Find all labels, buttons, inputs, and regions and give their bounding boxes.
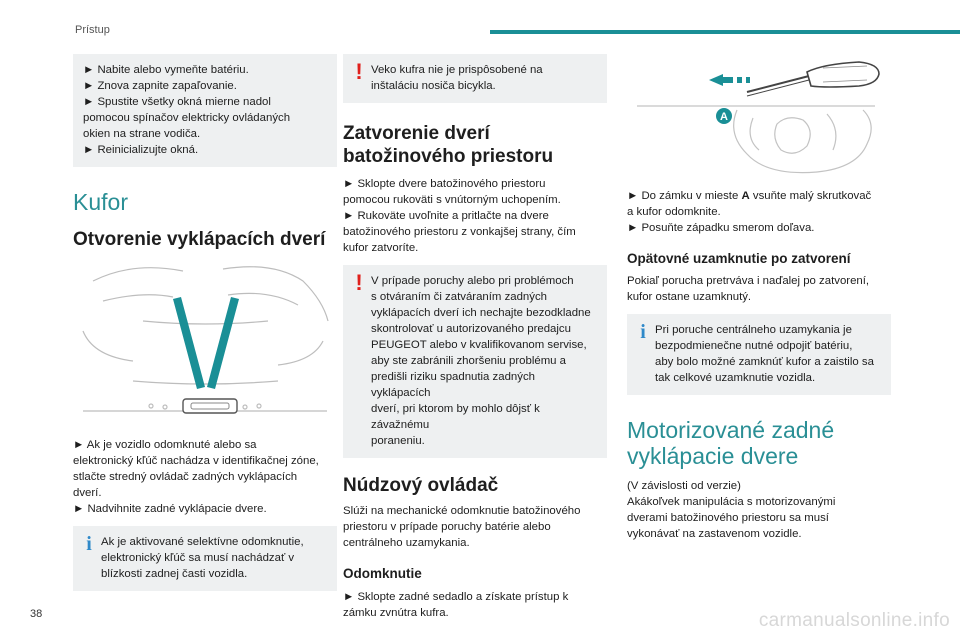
step-line: ► Posuňte západku smerom doľava. [627, 222, 815, 234]
box-line: ► Nabite alebo vymeňte batériu. [83, 64, 249, 76]
note-text [655, 322, 874, 386]
step-line: dverí. [73, 487, 102, 499]
step-line: stlačte stredný ovládač zadných vyklápacích [73, 471, 298, 483]
step-line: pomocou rukoväti s vnútorným uchopením. [343, 194, 561, 206]
box-line: ► Znova zapnite zapaľovanie. [83, 80, 237, 92]
note-line: tak celkové uzamknutie vozidla. [655, 372, 816, 384]
note-line: V prípade poruchy alebo pri problémoch [371, 275, 574, 287]
note-line: elektronický kľúč sa musí nachádzať v [101, 552, 295, 564]
trunk-button-illustration [73, 261, 337, 429]
motorized-text [627, 478, 891, 542]
note-text [101, 534, 304, 582]
step-line: elektronický kľúč nachádza v identifikačnej zóne, [73, 455, 319, 467]
text-line: centrálneho uzamykania. [343, 537, 470, 549]
step-line: ► Rukoväte uvoľnite a pritlačte na dvere [343, 210, 549, 222]
text-line: Slúži na mechanické odomknutie batožinového [343, 505, 581, 517]
header-accent-bar [490, 30, 960, 34]
note-text [371, 62, 543, 94]
title-line: Motorizované zadné [627, 417, 835, 443]
opening-steps [73, 437, 337, 517]
info-icon: i [86, 533, 92, 555]
note-line: inštaláciu nosiča bicykla. [371, 80, 496, 92]
title-closing [343, 122, 607, 168]
step-text: ► Do zámku v mieste [627, 190, 739, 202]
info-icon: i [640, 321, 646, 343]
note-line: aby ste zabránili zhoršeniu problému a [371, 355, 567, 367]
info-note-selective-unlock [73, 526, 337, 591]
warning-note-bike-rack [343, 54, 607, 103]
note-line: Pri poruche centrálneho uzamykania je [655, 324, 852, 336]
note-line: Veko kufra nie je prispôsobené na [371, 64, 543, 76]
warning-note-malfunction [343, 265, 607, 458]
note-line: aby bolo možné zamknúť kufor a zaistilo sa [655, 356, 874, 368]
text-line: kufor ostane uzamknutý. [627, 291, 752, 303]
lock-point-label: A [741, 190, 750, 202]
step-line: ► Nadvihnite zadné vyklápacie dvere. [73, 503, 267, 515]
step-line: zámku zvnútra kufra. [343, 607, 449, 619]
title-line: Zatvorenie dverí [343, 123, 490, 144]
step-line: ► Sklopte dvere batožinového priestoru [343, 178, 546, 190]
step-line: a kufor odomknite. [627, 206, 721, 218]
note-line: blízkosti zadnej časti vozidla. [101, 568, 248, 580]
lock-steps [627, 188, 891, 236]
step-line: ► Ak je vozidlo odomknuté alebo sa [73, 439, 257, 451]
column-left [73, 54, 337, 591]
watermark: carmanualsonline.info [758, 610, 950, 631]
text-line: Akákoľvek manipulácia s motorizovanými [627, 496, 836, 508]
title-relock: Opätovné uzamknutie po zatvorení [627, 251, 851, 266]
box-line: ► Reinicializujte okná. [83, 144, 199, 156]
box-line: pomocou spínačov elektricky ovládaných [83, 112, 291, 124]
page-number: 38 [30, 608, 43, 620]
unlock-steps [343, 589, 607, 621]
note-line: dverí, pri ktorom by mohlo dôjsť k závažnému [371, 403, 540, 431]
emergency-text [343, 503, 607, 551]
note-line: vyklápacích dverí ich nechajte bezodkladne [371, 307, 591, 319]
header-section-label: Prístup [75, 24, 110, 36]
step-line: ► Sklopte zadné sedadlo a získate prístup k [343, 591, 569, 603]
text-line: (V závislosti od verzie) [627, 480, 741, 492]
step-text: vsuňte malý skrutkovač [752, 190, 872, 202]
note-line: bezpodmienečne nutné odpojiť batériu, [655, 340, 853, 352]
emergency-lock-illustration [627, 54, 891, 180]
column-right [627, 54, 891, 542]
subtitle-opening: Otvorenie vyklápacích dverí [73, 229, 326, 250]
title-line: batožinového priestoru [343, 146, 554, 167]
box-line: okien na strane vodiča. [83, 128, 201, 140]
box-line: ► Spustite všetky okná mierne nadol [83, 96, 271, 108]
battery-steps-box [73, 54, 337, 167]
text-line: priestoru v prípade poruchy batérie alebo [343, 521, 551, 533]
section-title-kufor: Kufor [73, 189, 128, 215]
info-note-central-locking [627, 314, 891, 395]
warning-icon: ! [355, 59, 363, 84]
warning-icon: ! [355, 270, 363, 295]
text-line: Pokiaľ porucha pretrváva i naďalej po zatvorení, [627, 275, 870, 287]
note-line: poraneniu. [371, 435, 425, 447]
title-unlock: Odomknutie [343, 566, 422, 581]
step-line [627, 188, 891, 204]
title-emergency-control: Núdzový ovládač [343, 475, 499, 496]
text-line: dverami batožinového priestoru sa musí [627, 512, 829, 524]
title-motorized-tailgate [627, 417, 891, 469]
relock-text [627, 273, 891, 305]
note-line: skontrolovať u autorizovaného predajcu [371, 323, 571, 335]
column-middle [343, 54, 607, 621]
note-text [371, 273, 597, 449]
note-line: predišli riziku spadnutia zadných vyklápacích [371, 371, 535, 399]
step-line: kufor zatvoríte. [343, 242, 419, 254]
note-line: Ak je aktivované selektívne odomknutie, [101, 536, 304, 548]
closing-steps [343, 176, 607, 256]
diagram-label-a: A [720, 111, 728, 123]
note-line: PEUGEOT alebo v kvalifikovanom servise, [371, 339, 587, 351]
note-line: s otváraním či zatváraním zadných [371, 291, 547, 303]
step-line: batožinového priestoru z vonkajšej strany, čím [343, 226, 576, 238]
title-line: vyklápacie dvere [627, 443, 799, 469]
text-line: vykonávať na zastavenom vozidle. [627, 528, 802, 540]
